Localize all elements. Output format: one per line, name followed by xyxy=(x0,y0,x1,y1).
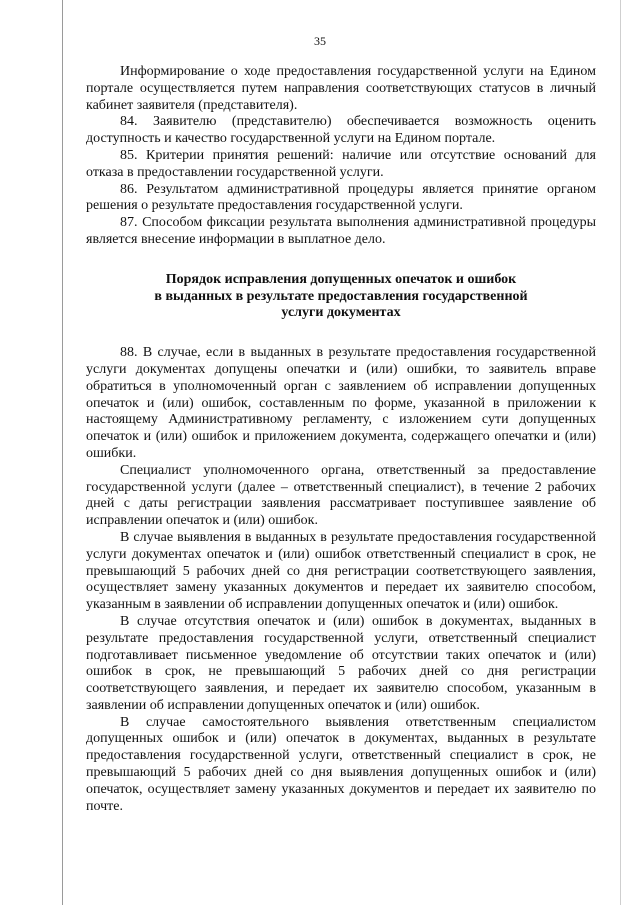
paragraph-86: 86. Результатом административной процедуры является принятие органом решения о результате предоставления государственной услуги. xyxy=(86,181,596,214)
paragraph-no-errors: В случае отсутствия опечаток и (или) ошибок в документах, выданных в результате предоставления государственной услуги, ответственный специалист подготавливает письменное уведомление об отсутствии таких опечаток и (или) ошибок в срок, не превышающий 5 рабочих дней со дня регистрации соответствующего заявления, и передает их заявителю способом, указанным в заявлении об исправлении допущенных опечаток и (или) ошибок. xyxy=(86,613,596,713)
document-body xyxy=(86,64,596,815)
paragraph-85: 85. Критерии принятия решений: наличие или отсутствие оснований для отказа в предоставлении государственной услуги. xyxy=(86,147,596,180)
scan-right-edge xyxy=(620,0,621,905)
section-heading xyxy=(86,272,596,322)
section-heading-line-1: Порядок исправления допущенных опечаток и ошибок xyxy=(165,271,517,287)
paragraph-84: 84. Заявителю (представителю) обеспечивается возможность оценить доступность и качество государственной услуги на Едином портале. xyxy=(86,114,596,147)
scan-left-edge xyxy=(62,0,63,905)
page-number: 35 xyxy=(314,34,326,48)
paragraph-88: 88. В случае, если в выданных в результате предоставления государственной услуги документах допущены опечатки и (или) ошибки, то заявитель вправе обратиться в уполномоченный орган с заявлением об исправлении допущенных опечаток и (или) ошибок, составленным по форме, указанной в приложении к настоящему Административному регламенту, с изложением сути допущенных опечаток и (или) ошибок и приложением документа, содержащего опечатки и (или) ошибки. xyxy=(86,345,596,461)
paragraph-87: 87. Способом фиксации результата выполнения административной процедуры является внесение информации в выплатное дело. xyxy=(86,215,596,247)
paragraph-errors-found: В случае выявления в выданных в результате предоставления государственной услуги документах опечаток и (или) ошибок ответственный специалист в срок, не превышающий 5 рабочих дней со дня регистрации соответствующего заявления, осуществляет замену указанных документов и передает их заявителю способом, указанным в заявлении об исправлении допущенных опечаток и (или) ошибок. xyxy=(86,529,596,613)
paragraph-review: Специалист уполномоченного органа, ответственный за предоставление государственной услуги (далее – ответственный специалист), в течение 2 рабочих дней с даты регистрации заявления рассматривает поступившее заявление об исправлении опечаток и (или) ошибок. xyxy=(86,462,596,529)
section-heading-line-2: в выданных в результате предоставления государственной xyxy=(154,288,528,304)
paragraph-status-info: Информирование о ходе предоставления государственной услуги на Едином портале осуществляется путем направления соответствующих статусов в личный кабинет заявителя (представителя). xyxy=(86,64,596,113)
paragraph-self-detected: В случае самостоятельного выявления ответственным специалистом допущенных ошибок и (или) опечаток в документах, выданных в результате предоставления государственной услуги, ответственный специалист в срок, не превышающий 5 рабочих дней со дня выявления допущенных ошибок и (или) опечаток, осуществляет замену указанных документов и передает их заявителю по почте. xyxy=(86,714,596,814)
section-heading-line-3: услуги документах xyxy=(281,305,401,321)
